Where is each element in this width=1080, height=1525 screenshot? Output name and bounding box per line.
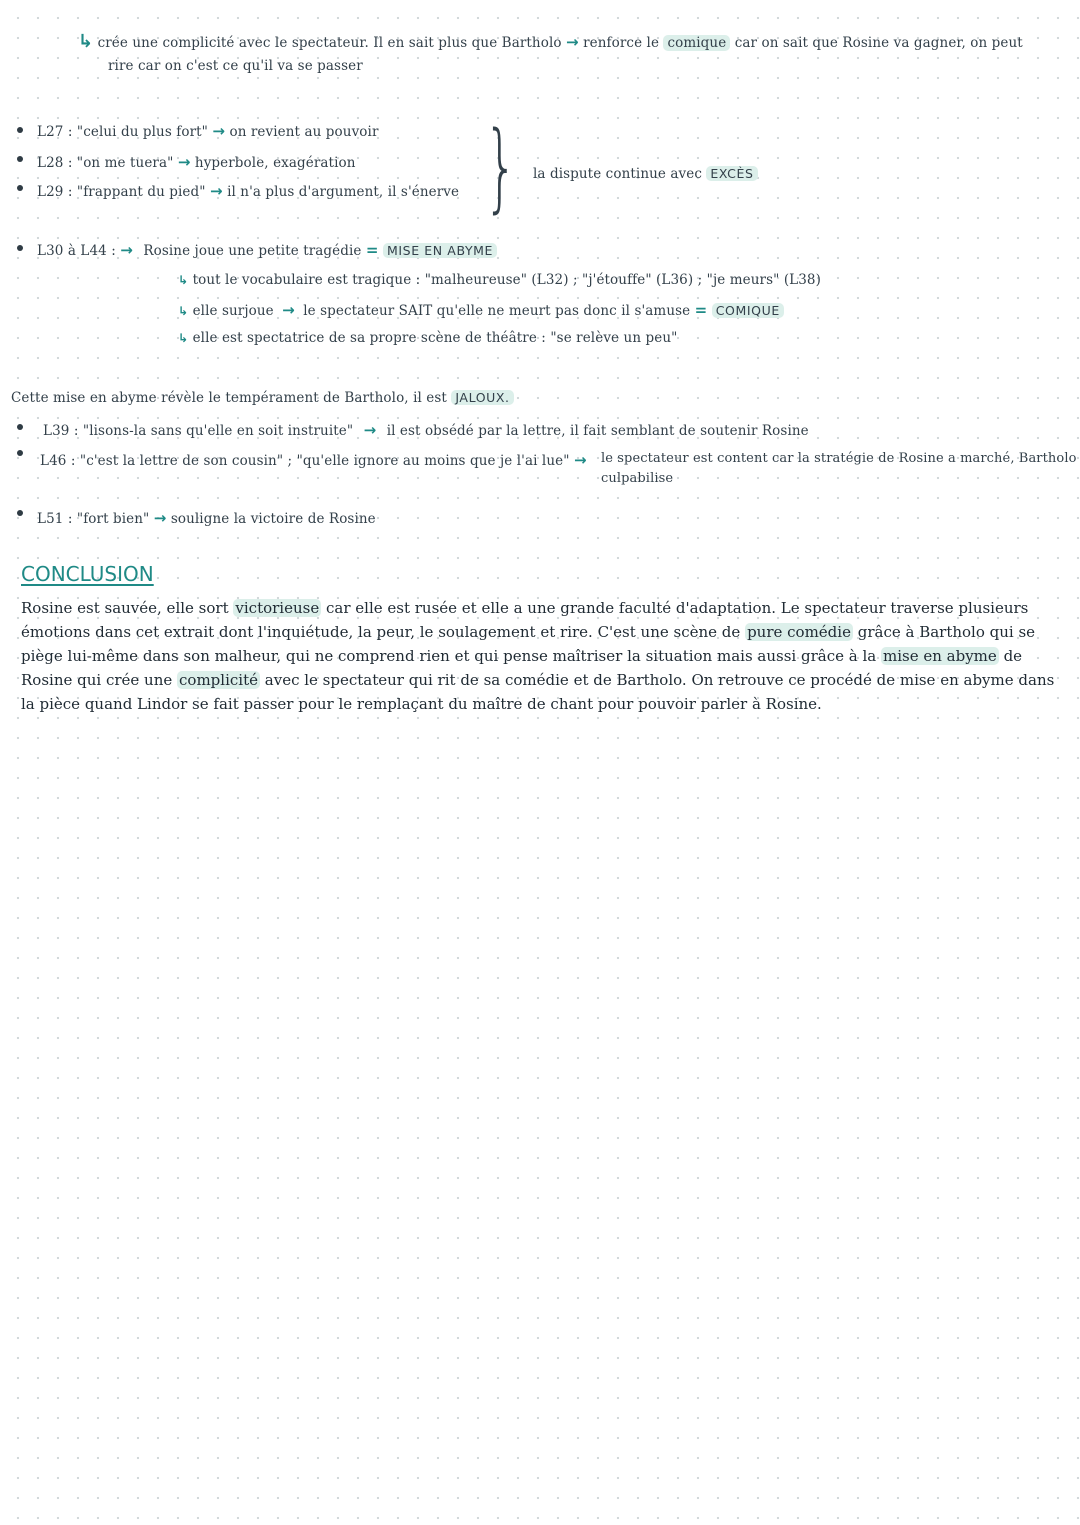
- item-l29: [37, 182, 459, 200]
- highlight-mise-en-abyme-2: mise en abyme: [882, 647, 997, 665]
- conclusion-text-2: car elle est rusée et elle a une grande faculté d'adaptation. Le spectateur traverse plusieurs émotions dans cet extrait dont l'inquiétude, la peur, le soulagement et rire. C'est une scène de: [21, 599, 1029, 641]
- arrow-icon: →: [120, 241, 133, 259]
- arrow-icon: →: [209, 182, 223, 200]
- l46-note-line-1: le spectateur est content car la stratégie de Rosine a marché, Bartholo: [601, 451, 1077, 466]
- ref: L29 :: [37, 184, 73, 200]
- item-l51: [37, 509, 376, 527]
- sub-line-2: [178, 301, 784, 319]
- bullet-dot: [17, 156, 23, 162]
- bullet-dot: [17, 127, 23, 133]
- item-l27: [37, 122, 379, 140]
- note: souligne la victoire de Rosine: [170, 511, 376, 527]
- bullet-dot: [17, 245, 23, 251]
- arrow-icon: →: [363, 421, 377, 439]
- bullet-dot: [17, 510, 23, 516]
- sub-text-b: le spectateur SAIT qu'elle ne meurt pas donc il s'amuse: [303, 303, 691, 319]
- ref: L39 :: [43, 423, 79, 439]
- l46-note-line-2: culpabilise: [601, 471, 674, 486]
- sub-line-3: [178, 330, 677, 346]
- item-l39: [43, 421, 809, 439]
- highlight-jaloux: JALOUX.: [451, 390, 513, 405]
- bullet-dot: [17, 424, 23, 430]
- bullet-dot: [17, 185, 23, 191]
- conclusion-paragraph: [21, 596, 1066, 716]
- summary-text: la dispute continue avec: [533, 166, 703, 182]
- small-hook-icon: ↳: [178, 304, 189, 318]
- small-hook-icon: ↳: [178, 331, 189, 345]
- arrow-icon: →: [573, 451, 587, 469]
- quote: "on me tuera": [76, 155, 174, 171]
- arrow-icon: →: [153, 509, 167, 527]
- quote: "c'est la lettre de son cousin" ; "qu'elle ignore au moins que je l'ai lue": [79, 453, 570, 469]
- note: hyperbole, exagération: [194, 155, 356, 171]
- sub-text: elle est spectatrice de sa propre scène de théâtre : "se relève un peu": [192, 330, 678, 346]
- highlight-complicite: complicité: [179, 671, 258, 689]
- highlight-mise-en-abyme: MISE EN ABYME: [383, 243, 497, 258]
- arrow-icon: →: [212, 122, 226, 140]
- intro-text: Cette mise en abyme révèle le tempérament de Bartholo, il est: [11, 390, 447, 406]
- arrow-icon: →: [566, 33, 579, 51]
- conclusion-text-3: grâce à Bartholo qui se piège lui-même dans son malheur, qui ne comprend rien et qui pense maîtriser la situation mais aussi grâce à la: [21, 623, 1036, 665]
- top-text-b2: car on sait que Rosine va gagner, on peut: [734, 35, 1023, 51]
- bullet-dot: [17, 450, 23, 456]
- item-l28: [37, 153, 356, 171]
- item-l30-l44: [37, 241, 497, 259]
- top-line-1: [78, 31, 1023, 52]
- quote: "celui du plus fort": [76, 124, 208, 140]
- conclusion-text-4: de Rosine qui crée une: [21, 647, 1023, 689]
- ref: L51 :: [37, 511, 73, 527]
- conclusion-title: CONCLUSION: [21, 562, 154, 586]
- quote: "fort bien": [76, 511, 150, 527]
- hook-arrow-icon: ↳: [78, 31, 94, 52]
- top-line-2: rire car on c'est ce qu'il va se passer: [108, 58, 363, 74]
- ref: L27 :: [37, 124, 73, 140]
- ref: L46 :: [40, 453, 76, 469]
- top-text-b1: renforce le: [583, 35, 660, 51]
- quote: "frappant du pied": [76, 184, 206, 200]
- note: il n'a plus d'argument, il s'énerve: [227, 184, 460, 200]
- small-hook-icon: ↳: [178, 273, 189, 287]
- equals-icon: =: [365, 241, 379, 259]
- item-l46: [40, 451, 587, 469]
- conclusion-text-1: Rosine est sauvée, elle sort: [21, 599, 229, 617]
- sub-text: tout le vocabulaire est tragique : "malheureuse" (L32) ; "j'étouffe" (L36) ; "je meurs" (L38): [192, 272, 821, 288]
- curly-brace-icon: }: [484, 111, 518, 223]
- conclusion-text-5: avec le spectateur qui rit de sa comédie et de Bartholo. On retrouve ce procédé de mise en abyme dans la pièce quand Lindor se fait passer pour le remplaçant du maître de chant pour pouvoir parler à Rosine.: [21, 671, 1055, 713]
- arrow-icon: →: [177, 153, 191, 171]
- ref: L28 :: [37, 155, 73, 171]
- highlight-exces: EXCÈS: [706, 166, 757, 181]
- arrow-icon: →: [282, 301, 295, 319]
- highlight-comique-2: COMIQUE: [712, 303, 784, 318]
- highlight-pure-comedie: pure comédie: [747, 623, 851, 641]
- ref: L30 à L44 :: [37, 243, 116, 259]
- main-text: Rosine joue une petite tragédie: [143, 243, 362, 259]
- note: on revient au pouvoir: [229, 124, 379, 140]
- sub-line-1: [178, 272, 821, 288]
- group1-summary: [533, 166, 758, 182]
- quote: "lisons-la sans qu'elle en soit instruite": [82, 423, 354, 439]
- sub-text-a: elle surjoue: [192, 303, 274, 319]
- top-text-a: crée une complicité avec le spectateur. Il en sait plus que Bartholo: [97, 35, 562, 51]
- equals-icon: =: [694, 301, 708, 319]
- note: il est obsédé par la lettre, il fait semblant de soutenir Rosine: [386, 423, 809, 439]
- highlight-comique: comique: [663, 35, 730, 51]
- highlight-victorieuse: victorieuse: [235, 599, 320, 617]
- group3-intro: [11, 390, 514, 406]
